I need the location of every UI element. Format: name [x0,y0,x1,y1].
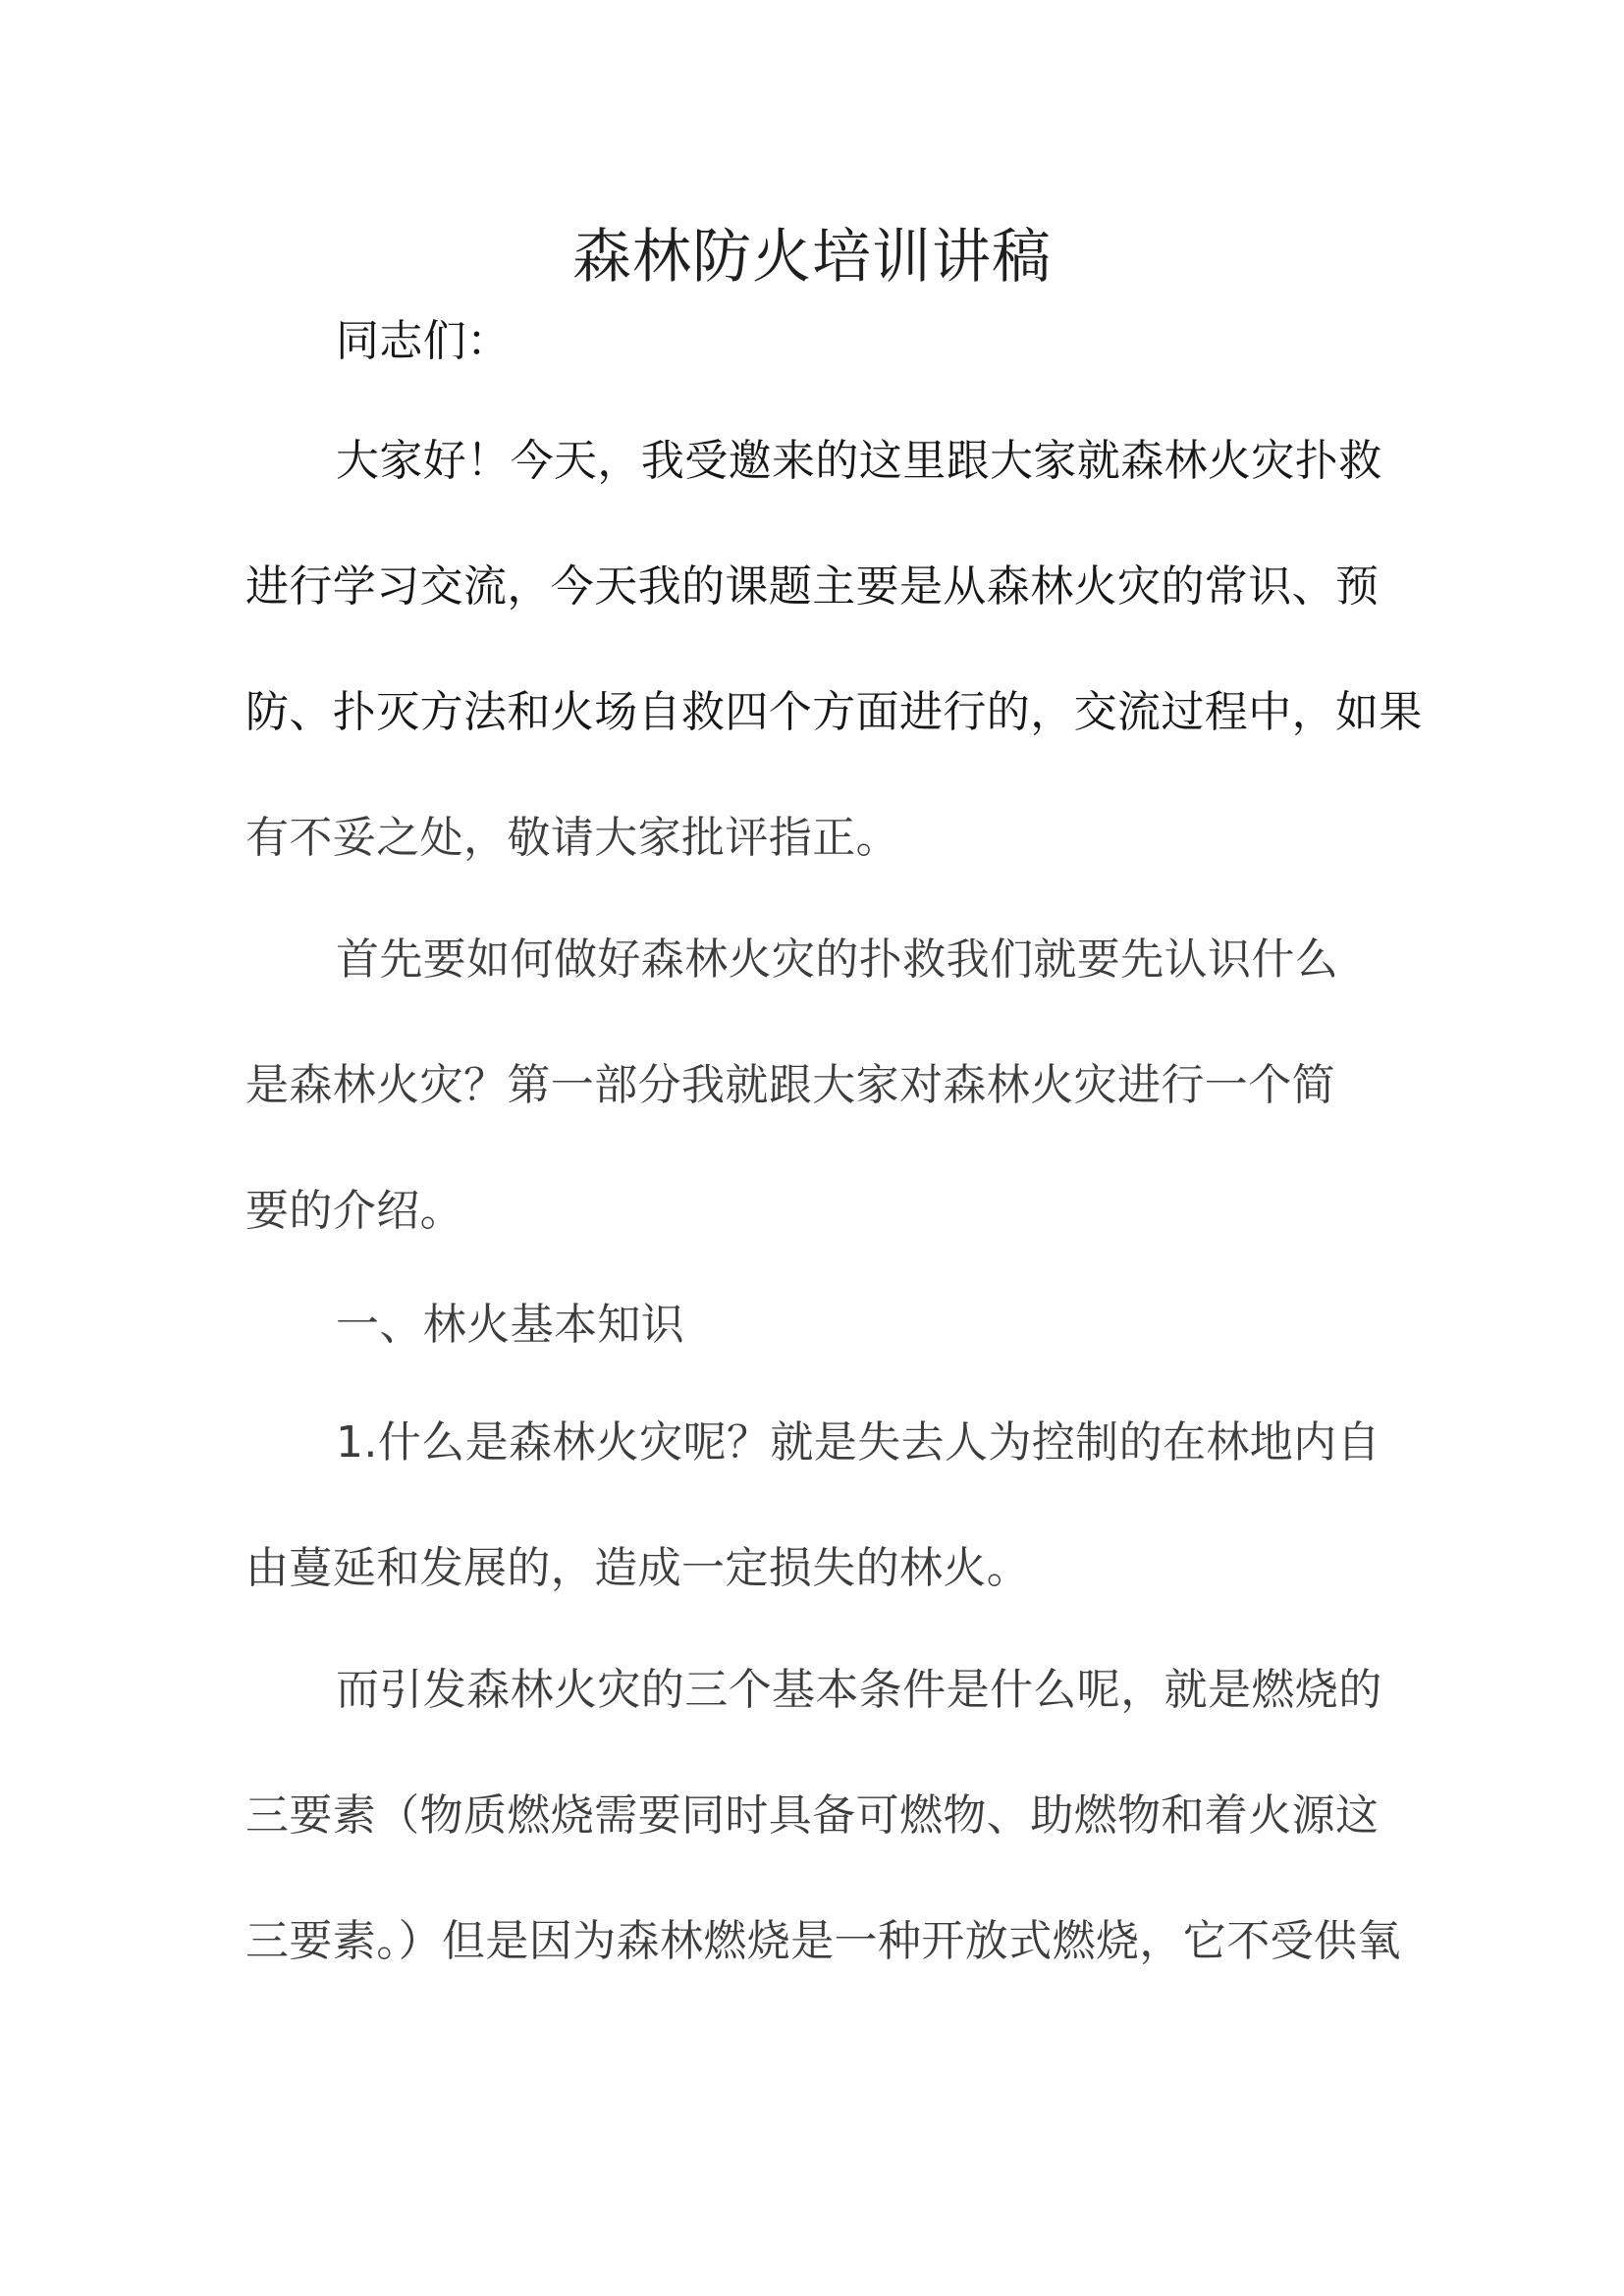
section-heading: 一、林火基本知识 [336,1300,685,1350]
salutation: 同志们： [336,316,511,366]
paragraph-1-line-3: 防、扑灭方法和火场自救四个方面进行的，交流过程中，如果 [245,687,1423,737]
paragraph-4-line-3: 三要素。）但是因为森林燃烧是一种开放式燃烧，它不受供氧 [245,1916,1401,1966]
paragraph-2-line-2: 是森林火灾？第一部分我就跟大家对森林火灾进行一个简 [245,1060,1335,1110]
paragraph-4-line-2: 三要素（物质燃烧需要同时具备可燃物、助燃物和着火源这 [245,1790,1380,1841]
paragraph-2-line-3: 要的介绍。 [245,1186,463,1236]
paragraph-1-line-4: 有不妥之处，敬请大家批评指正。 [245,813,899,863]
paragraph-1-line-2: 进行学习交流，今天我的课题主要是从森林火灾的常识、预 [245,561,1380,612]
paragraph-4-line-1: 而引发森林火灾的三个基本条件是什么呢，就是燃烧的 [336,1665,1382,1715]
paragraph-2-line-1: 首先要如何做好森林火灾的扑救我们就要先认识什么 [336,934,1339,985]
document-title: 森林防火培训讲稿 [572,223,1052,292]
paragraph-3-line-2: 由蔓延和发展的，造成一定损失的林火。 [245,1543,1031,1593]
paragraph-3-line-1: 1.什么是森林火灾呢？就是失去人为控制的在林地内自 [336,1417,1380,1468]
paragraph-1-line-1: 大家好！今天，我受邀来的这里跟大家就森林火灾扑救 [336,436,1382,486]
